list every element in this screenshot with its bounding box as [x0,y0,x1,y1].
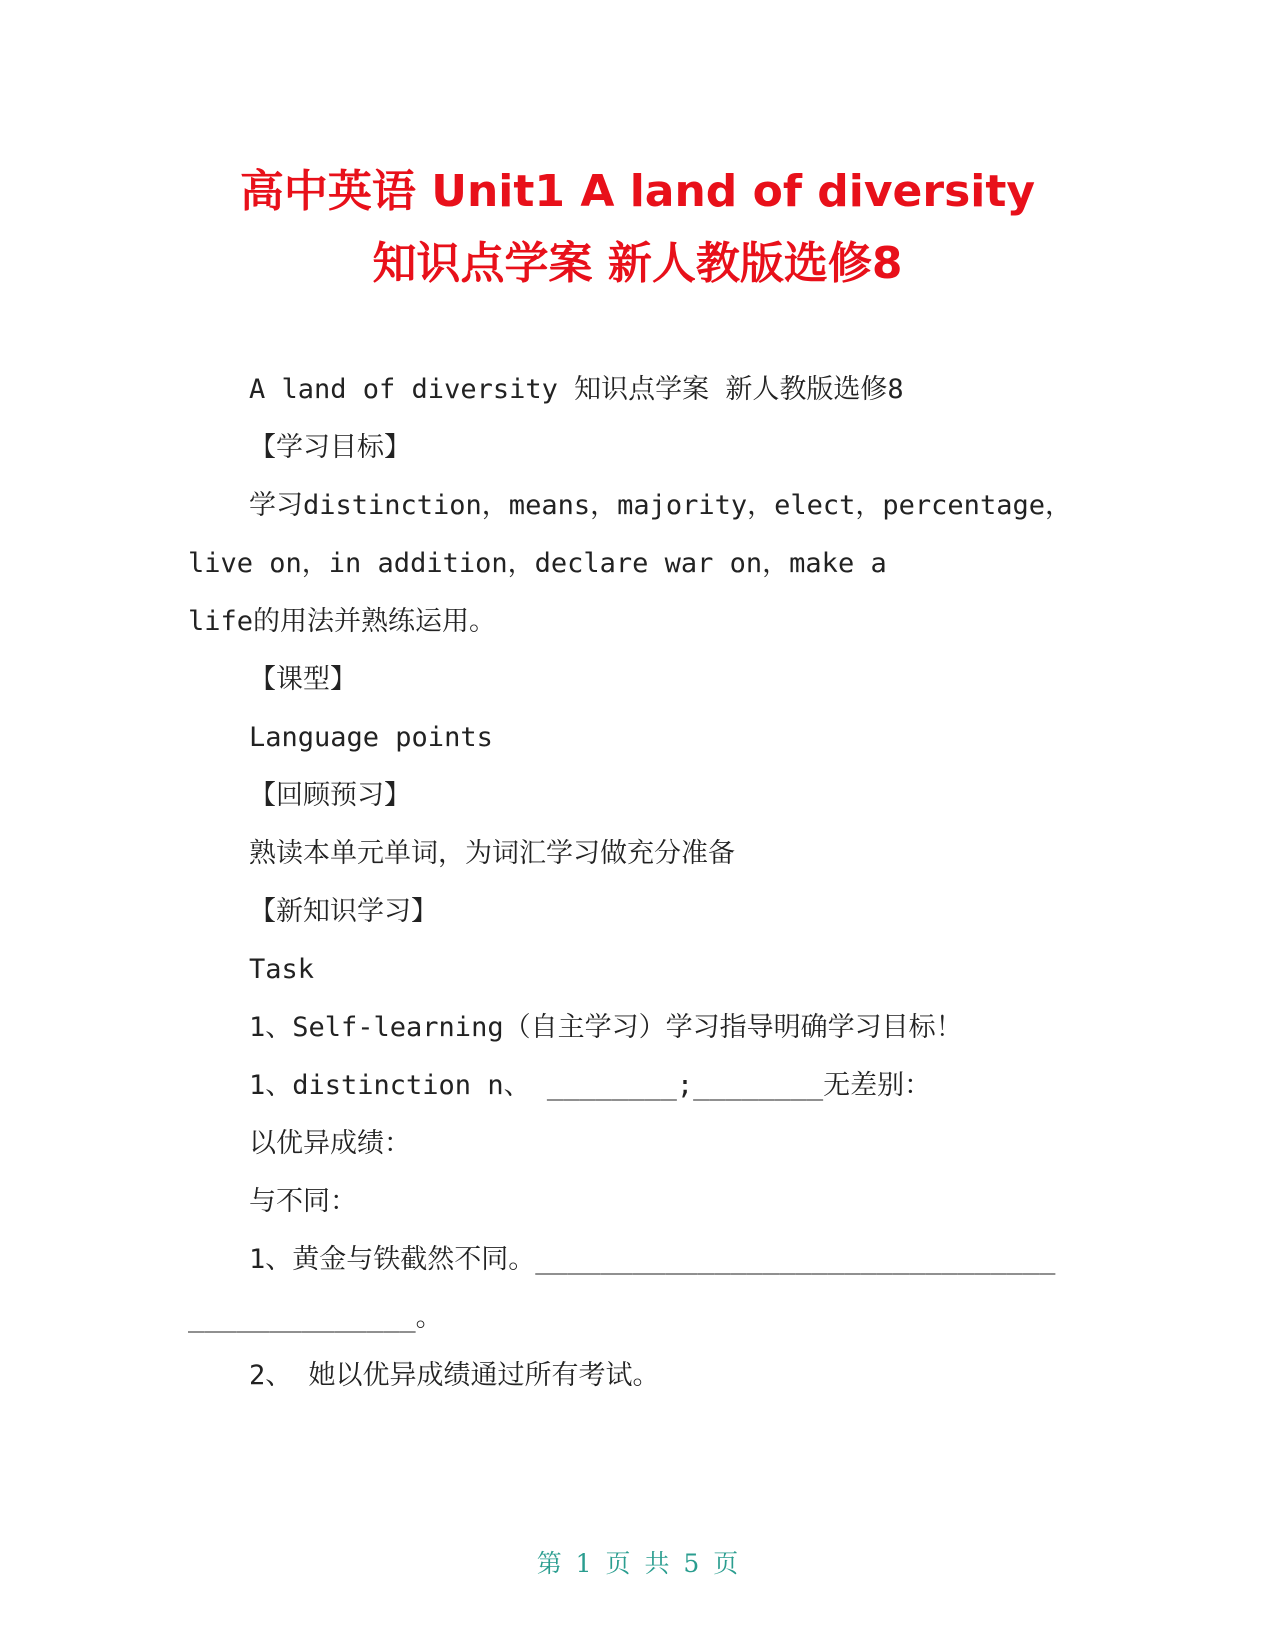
distinct-from-line: 与不同： [249,1186,357,1217]
exercise-2-line: 2、 她以优异成绩通过所有考试。 [249,1360,660,1391]
self-learning-line: 1、Self-learning（自主学习）学习指导明确学习目标！ [249,1012,963,1043]
with-distinction-line: 以优异成绩： [249,1128,411,1159]
section-heading-goals: 【学习目标】 [249,432,411,463]
title-line-1: 高中英语 Unit1 A land of diversity [239,166,1036,217]
exercise-1-line-2: ______________。 [188,1302,443,1333]
section-heading-review: 【回顾预习】 [249,780,411,811]
title-line-2: 知识点学案 新人教版选修8 [372,238,903,289]
goals-text-line-2: live on，in addition，declare war on，make a [188,548,887,579]
distinction-line: 1、distinction n、 ________;________无差别： [249,1070,932,1101]
exercise-1-line-1: 1、黄金与铁截然不同。________________________________ [249,1244,1056,1275]
review-text: 熟读本单元单词，为词汇学习做充分准备 [249,838,735,869]
goals-text-line-1: 学习distinction，means，majority，elect，percentage， [249,490,1072,521]
goals-text-line-3: life的用法并熟练运用。 [188,606,497,637]
section-heading-new-knowledge: 【新知识学习】 [249,896,438,927]
lesson-type-text: Language points [249,722,493,753]
subtitle-line: A land of diversity 知识点学案 新人教版选修8 [249,374,904,405]
page-footer: 第 1 页 共 5 页 [536,1549,739,1578]
section-heading-lesson-type: 【课型】 [249,664,357,695]
task-heading: Task [249,954,315,985]
